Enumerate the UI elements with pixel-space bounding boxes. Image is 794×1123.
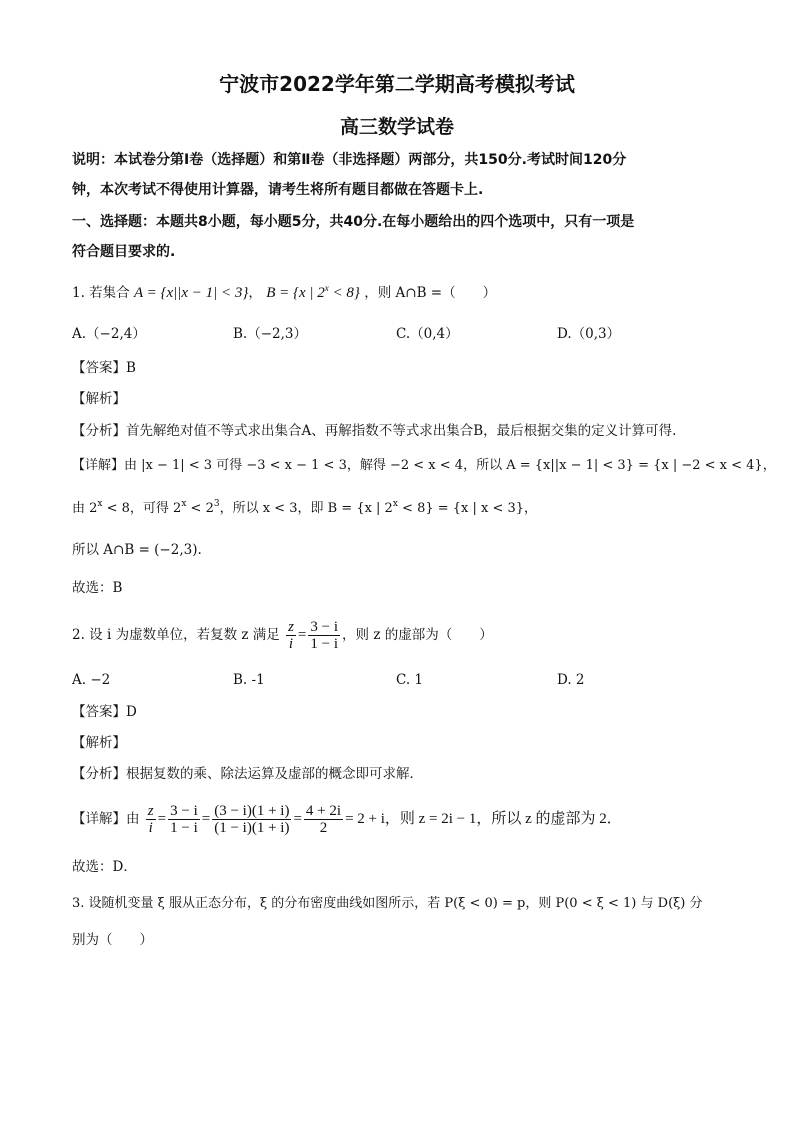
q2-option-a: A. −2 [72,672,111,688]
page-subtitle: 高三数学试卷 [339,116,454,138]
q1-detail-line-3: 所以 A∩B = (−2,3). [72,542,202,558]
q3-stem-line-1: 3. 设随机变量 ξ 服从正态分布，ξ 的分布密度曲线如图所示，若 P(ξ < 0) = p，则 P(0 < ξ < 1) 与 D(ξ) 分 [72,896,703,911]
q1-set-b: B = {x | $2^x < 8$} [266,283,360,301]
q3-stem-line-2: 别为（ ） [72,932,153,948]
q1-ask: ，则 A∩B =（ ） [364,285,497,301]
q1-analysis: 【分析】首先解绝对值不等式求出集合A、再解指数不等式求出集合B，最后根据交集的定义计算可得. [72,423,677,439]
q2-ask: ，则 z 的虚部为（ ） [342,627,493,643]
q1-choose: 故选：B [72,580,123,596]
q2-choose: 故选：D． [72,859,137,875]
q1-option-c: C.（0,4） [396,326,459,342]
q2-option-b: B. -1 [233,672,265,688]
q2-fraction-3-i-over-1-i: $\frac{3 - i}{1 - i}$ [310,619,339,652]
q2-stem: 2. 设 i 为虚数单位，若复数 z 满足 $\frac{z}{i}$ = $\frac{3 - i}{1 - i}$ ，则 z 的虚部为（ ） [72,619,493,652]
section-heading-line-2: 符合题目要求的. [72,244,176,260]
q2-fraction-simplified: $\frac{4 + 2i}{2}$ [305,803,342,836]
q2-answer: 【答案】D [72,704,137,720]
page-title: 宁波市2022学年第二学期高考模拟考试 [219,72,575,96]
q1-detail-line-2: 由 $2^x < 8$，可得 $2^x < 2^3$，所以 x < 3，即 B = {x | $2^x < 8\} = \{x$ | x < 3}， [72,499,538,516]
q1-answer: 【答案】B [72,360,136,376]
q2-fraction-expanded: $\frac{(3 - i)(1 + i)}{(1 - i)(1 + i)}$ [214,803,290,836]
q1-option-d: D.（0,3） [557,326,621,342]
q1-detail-line-1: 【详解】由 |x − 1| < 3 可得 −3 < x − 1 < 3，解得 −2 < x < 4，所以 A = {x||x − 1| < 3} = {x | −2 < x < 4}， [72,458,776,473]
q1-set-a: A = {x||x − 1| < 3} [133,285,249,301]
q1-option-b: B.（−2,3） [233,326,307,342]
q1-stem [72,284,496,302]
q1-comma: ， [248,285,262,301]
q2-option-c: C. 1 [396,672,424,688]
q2-analysis: 【分析】根据复数的乘、除法运算及虚部的概念即可求解． [72,766,423,782]
section-heading-line-1: 一、选择题：本题共8小题，每小题5分，共40分.在每小题给出的四个选项中，只有一项是 [72,214,635,230]
q2-analysis-tag: 【解析】 [72,735,126,751]
q2-prefix: 2. 设 i 为虚数单位，若复数 z 满足 [72,627,280,643]
note-line-2: 钟，本次考试不得使用计算器，请考生将所有题目都做在答题卡上. [72,182,484,198]
q2-detail: 【详解】由 $\frac{z}{i}$ = $\frac{3 - i}{1 - i}$ = $\frac{(3 - i)(1 + i)}{(1 - i)(1 + i)}$ = $\frac{4 + 2i}{2}$ = 2 + i，则 z = 2i − 1，所以 z 的虚部为 2． [72,803,622,836]
q2-fraction-z-over-i: $\frac{z}{i}$ [288,619,294,652]
q1-analysis-tag: 【解析】 [72,391,126,407]
q1-option-a: A.（−2,4） [72,326,146,342]
note-line-1: 说明：本试卷分第Ⅰ卷（选择题）和第Ⅱ卷（非选择题）两部分，共150分.考试时间120分 [72,152,627,168]
q1-prefix: 1. 若集合 [72,285,130,301]
q2-option-d: D. 2 [557,672,585,688]
